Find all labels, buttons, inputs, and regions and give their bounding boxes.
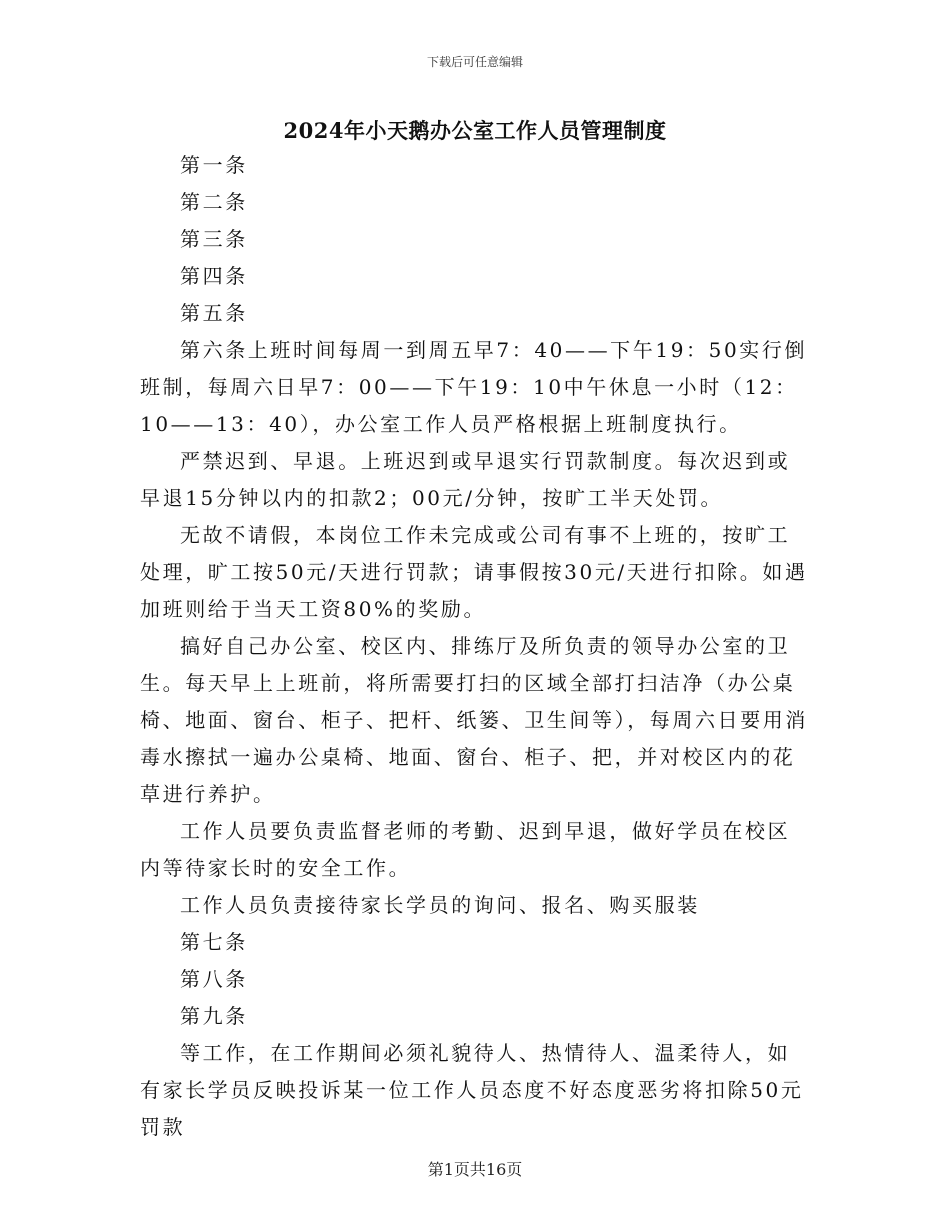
- paragraph-13: 第八条: [180, 967, 248, 991]
- document-title: 2024年小天鹅办公室工作人员管理制度: [283, 118, 667, 143]
- paragraph-11: 工作人员负责接待家长学员的询问、报名、购买服装: [180, 893, 700, 917]
- paragraph-1: 第一条: [180, 153, 248, 177]
- paragraph-6: 第六条上班时间每周一到周五早7：40——下午19：50实行倒班制，每周六日早7：00——下午19：10中午休息一小时（12：10——13：40），办公室工作人员严格根据上班制度执行。: [140, 338, 808, 436]
- page-header: 下载后可任意编辑: [426, 55, 523, 69]
- document-body: [140, 147, 812, 1146]
- paragraph-7: 严禁迟到、早退。上班迟到或早退实行罚款制度。每次迟到或早退15分钟以内的扣款2；00元/分钟，按旷工半天处罚。: [140, 449, 791, 510]
- paragraph-15: 等工作，在工作期间必须礼貌待人、热情待人、温柔待人，如有家长学员反映投诉某一位工作人员态度不好态度恶劣将扣除50元罚款: [140, 1041, 804, 1139]
- paragraph-5: 第五条: [180, 301, 248, 325]
- page-number: 第1页共16页: [427, 1160, 523, 1179]
- paragraph-14: 第九条: [180, 1004, 248, 1028]
- paragraph-9: 搞好自己办公室、校区内、排练厅及所负责的领导办公室的卫生。每天早上上班前，将所需要打扫的区域全部打扫洁净（办公桌椅、地面、窗台、柜子、把杆、纸篓、卫生间等），每周六日要用消毒水擦拭一遍办公桌椅、地面、窗台、柜子、把，并对校区内的花草进行养护。: [140, 634, 808, 806]
- paragraph-2: 第二条: [180, 190, 248, 214]
- paragraph-4: 第四条: [180, 264, 248, 288]
- paragraph-10: 工作人员要负责监督老师的考勤、迟到早退，做好学员在校区内等待家长时的安全工作。: [140, 819, 791, 880]
- paragraph-12: 第七条: [180, 930, 248, 954]
- paragraph-3: 第三条: [180, 227, 248, 251]
- paragraph-8: 无故不请假，本岗位工作未完成或公司有事不上班的，按旷工处理，旷工按50元/天进行罚款；请事假按30元/天进行扣除。如遇加班则给于当天工资80%的奖励。: [140, 523, 808, 621]
